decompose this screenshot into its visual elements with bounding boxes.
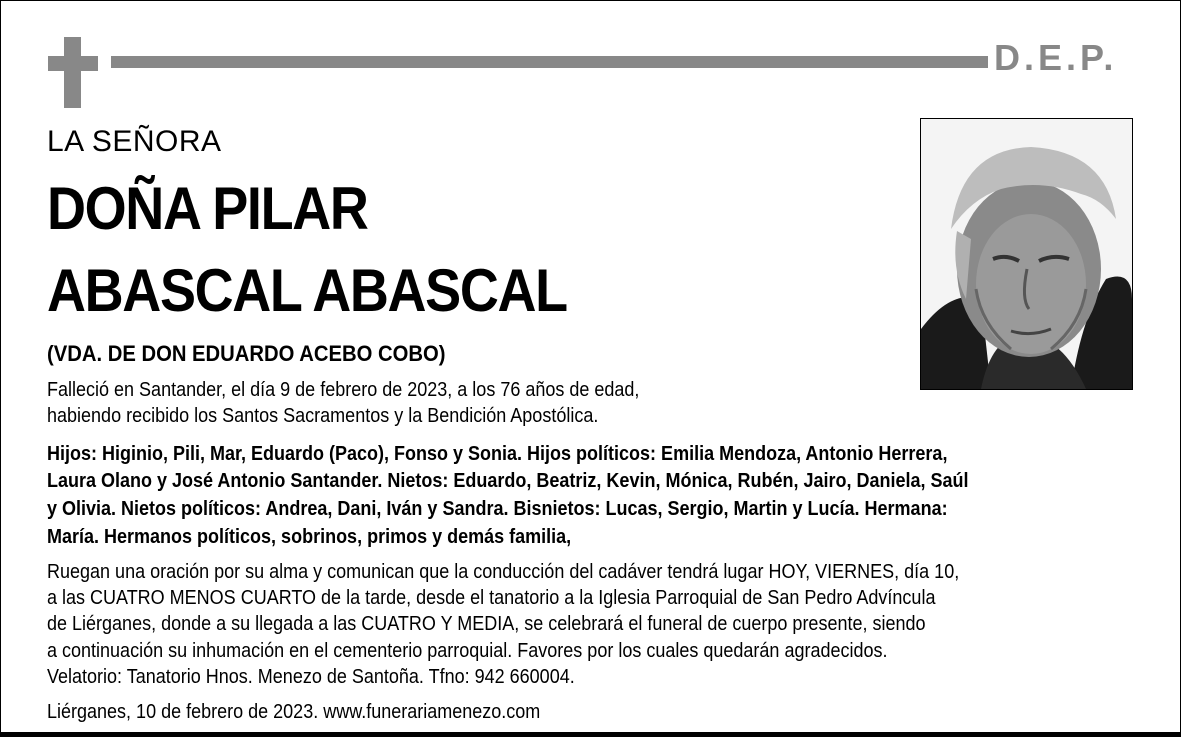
deceased-name-line1: DOÑA PILAR bbox=[47, 175, 368, 242]
cross-icon-bar bbox=[48, 56, 98, 71]
portrait-photo bbox=[920, 118, 1133, 390]
family-line1: Hijos: Higinio, Pili, Mar, Eduardo (Paco), Fonso y Sonia. Hijos políticos: Emilia Mendoza, Antonio Herrera, bbox=[47, 443, 948, 465]
wake-info-line: Velatorio: Tanatorio Hnos. Menezo de Santoña. Tfno: 942 660004. bbox=[47, 666, 575, 688]
death-notice-line1: Falleció en Santander, el día 9 de febrero de 2023, a los 76 años de edad, bbox=[47, 379, 640, 401]
deceased-name-line2: ABASCAL ABASCAL bbox=[47, 257, 567, 324]
service-line3: de Liérganes, donde a su llegada a las CUATRO Y MEDIA, se celebrará el funeral de cuerpo presente, siendo bbox=[47, 613, 926, 635]
family-line3: y Olivia. Nietos políticos: Andrea, Dani, Iván y Sandra. Bisnietos: Lucas, Sergio, Martin y Lucía. Hermana: bbox=[47, 498, 948, 520]
service-line1: Ruegan una oración por su alma y comunican que la conducción del cadáver tendrá lugar HOY, VIERNES, día 10, bbox=[47, 561, 960, 583]
family-line2: Laura Olano y José Antonio Santander. Nietos: Eduardo, Beatriz, Kevin, Mónica, Rubén, Jairo, Daniela, Saúl bbox=[47, 470, 969, 492]
cross-icon bbox=[64, 37, 81, 108]
bottom-rule bbox=[0, 732, 1181, 737]
service-line2: a las CUATRO MENOS CUARTO de la tarde, desde el tanatorio a la Iglesia Parroquial de San Pedro Advíncula bbox=[47, 587, 936, 609]
footer-place-date-website: Liérganes, 10 de febrero de 2023. www.funerariamenezo.com bbox=[47, 701, 541, 723]
widow-of-line: (VDA. DE DON EDUARDO ACEBO COBO) bbox=[47, 341, 446, 366]
header-rule bbox=[111, 56, 988, 68]
service-line4: a continuación su inhumación en el cementerio parroquial. Favores por los cuales quedarán agradecidos. bbox=[47, 640, 888, 662]
portrait-image bbox=[921, 119, 1132, 389]
family-line4: María. Hermanos políticos, sobrinos, primos y demás familia, bbox=[47, 526, 572, 548]
dep-label: D.E.P. bbox=[994, 37, 1118, 78]
death-notice-line2: habiendo recibido los Santos Sacramentos y la Bendición Apostólica. bbox=[47, 405, 599, 427]
honorific-label: LA SEÑORA bbox=[47, 125, 222, 158]
